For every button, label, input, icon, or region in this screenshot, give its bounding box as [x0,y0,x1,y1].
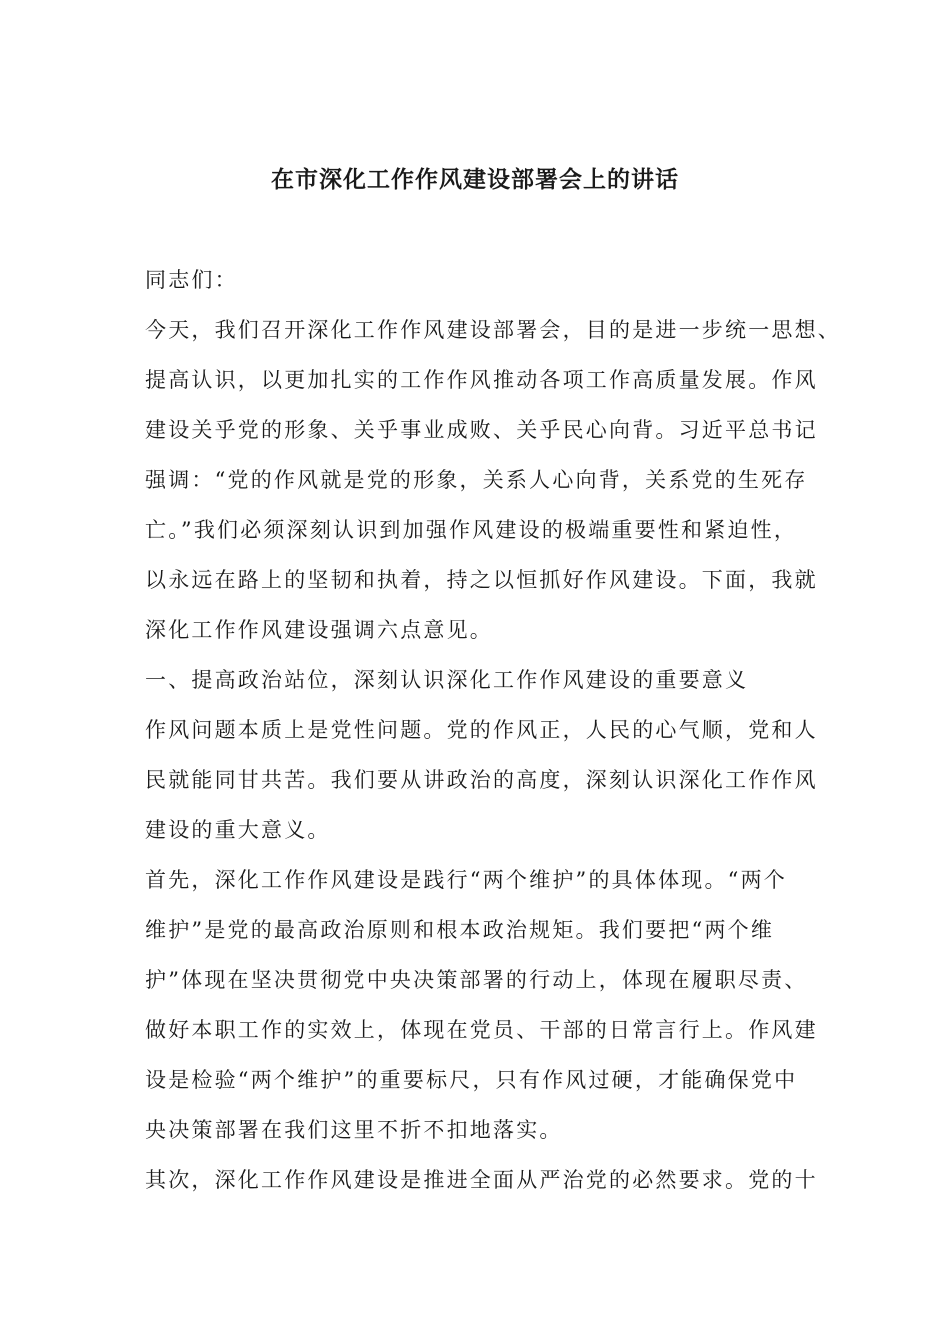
paragraph-line: 建设关乎党的形象、关乎事业成败、关乎民心向背。习近平总书记 [145,418,818,442]
paragraph-line: 护”体现在坚决贯彻党中央决策部署的行动上，体现在履职尽责、 [145,968,808,992]
paragraph-line: 以永远在路上的坚韧和执着，持之以恒抓好作风建设。下面，我就 [145,568,818,592]
paragraph-line: 亡。”我们必须深刻认识到加强作风建设的极端重要性和紧迫性， [145,518,798,542]
paragraph-line: 民就能同甘共苦。我们要从讲政治的高度，深刻认识深化工作作风 [145,768,818,792]
paragraph-line: 今天，我们召开深化工作作风建设部署会，目的是进一步统一思想、 [145,318,841,342]
paragraph-line: 提高认识，以更加扎实的工作作风推动各项工作高质量发展。作风 [145,368,818,392]
paragraph-line: 建设的重大意义。 [145,818,331,842]
document-body [145,255,841,1205]
paragraph-line: 首先，深化工作作风建设是践行“两个维护”的具体体现。“两个 [145,868,788,892]
paragraph-line: 强调：“党的作风就是党的形象，关系人心向背，关系党的生死存 [145,468,808,492]
paragraph-line: 央决策部署在我们这里不折不扣地落实。 [145,1118,563,1142]
paragraph-line: 维护”是党的最高政治原则和根本政治规矩。我们要把“两个维 [145,918,775,942]
section-heading-line: 一、提高政治站位，深刻认识深化工作作风建设的重要意义 [145,668,749,692]
paragraph-line: 其次，深化工作作风建设是推进全面从严治党的必然要求。党的十 [145,1168,818,1192]
paragraph-line: 设是检验“两个维护”的重要标尺，只有作风过硬，才能确保党中 [145,1068,798,1092]
salutation-line: 同志们： [145,268,238,292]
paragraph-line: 做好本职工作的实效上，体现在党员、干部的日常言行上。作风建 [145,1018,818,1042]
paragraph-line: 深化工作作风建设强调六点意见。 [145,618,493,642]
paragraph-line: 作风问题本质上是党性问题。党的作风正，人民的心气顺，党和人 [145,718,818,742]
document-title: 在市深化工作作风建设部署会上的讲话 [271,167,679,193]
